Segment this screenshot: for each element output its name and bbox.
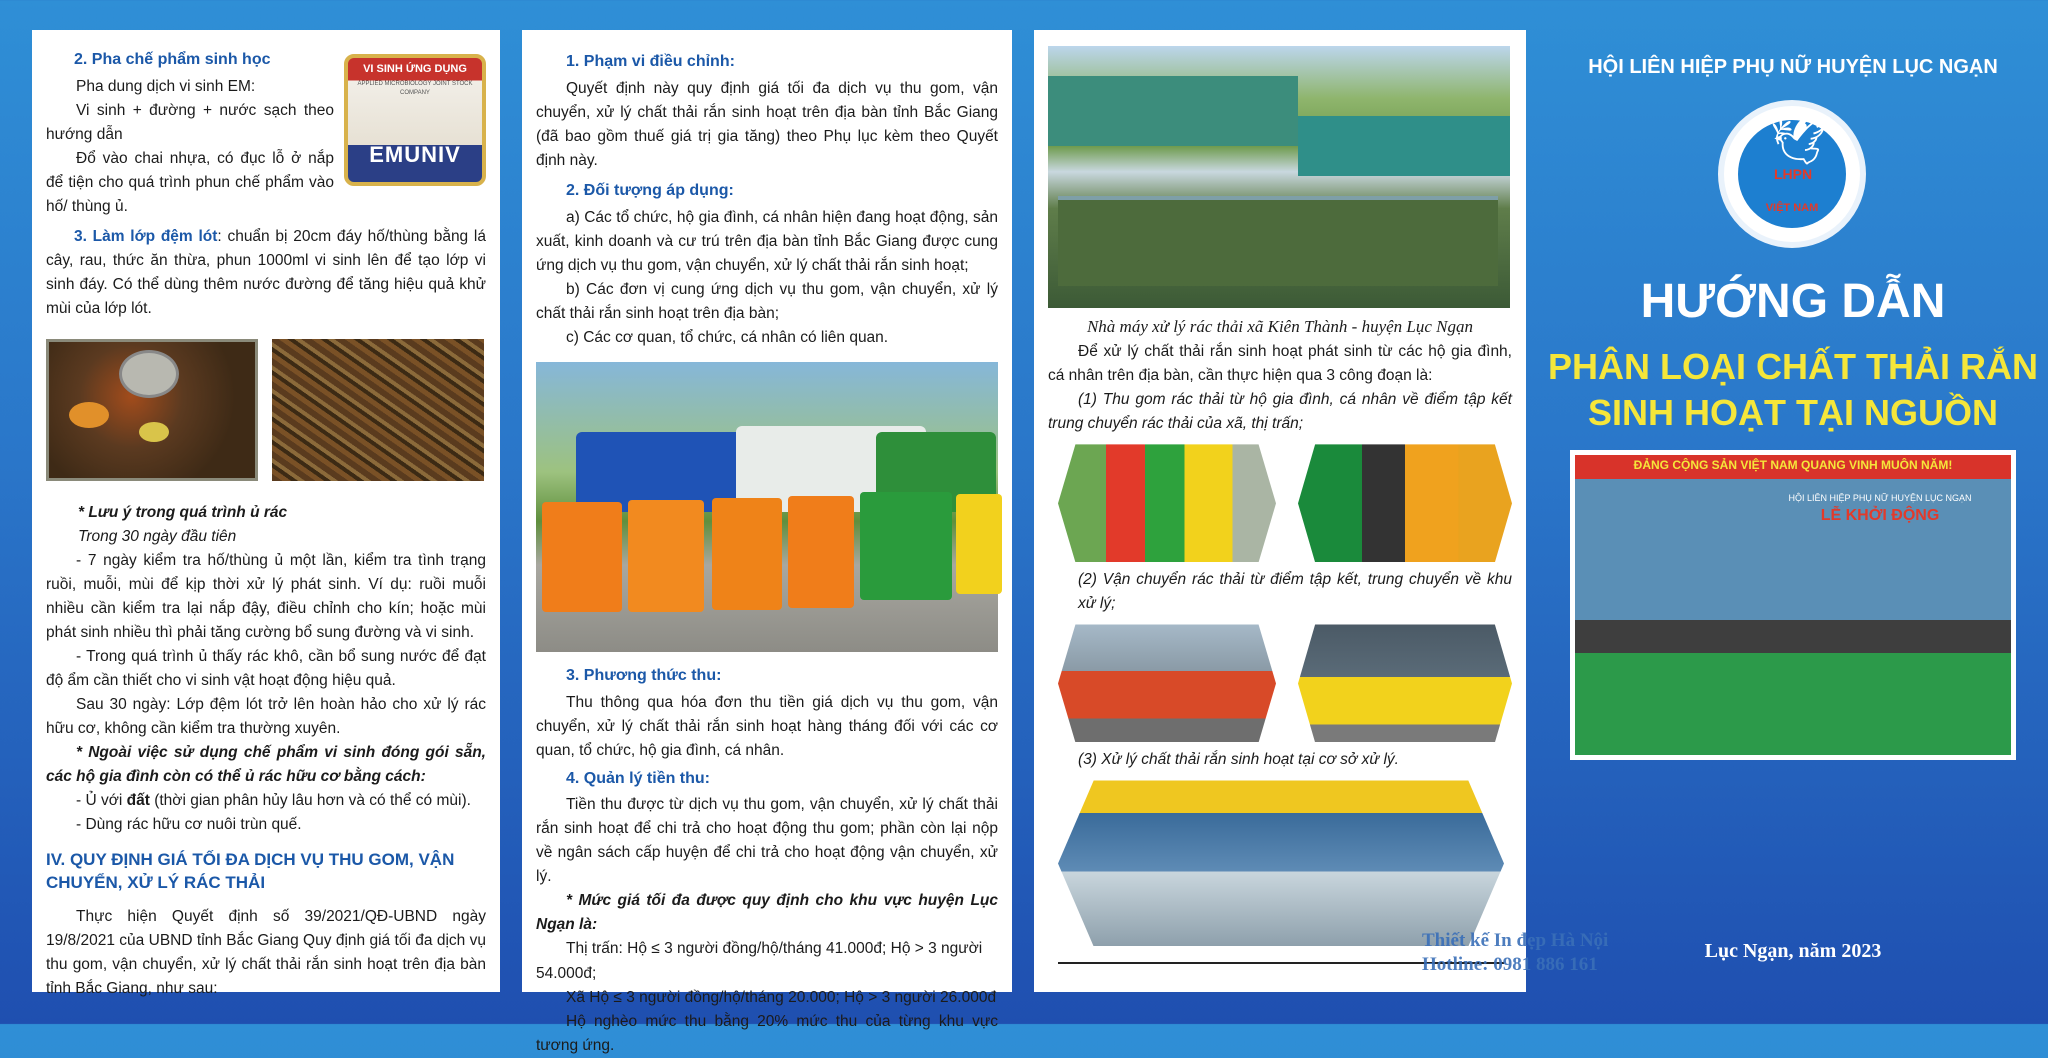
text-price-poor: Hộ nghèo mức thu bằng 20% mức thu của từng khu vực tương ứng. xyxy=(536,1012,998,1054)
text-price-town: Thị trấn: Hộ ≤ 3 người đồng/hộ/tháng 41.000đ; Hộ > 3 người 54.000đ; xyxy=(536,940,983,982)
org-name: HỘI LIÊN HIỆP PHỤ NỮ HUYỆN LỤC NGẠN xyxy=(1588,56,1998,78)
banner-text: ĐẢNG CỘNG SẢN VIỆT NAM QUANG VINH MUÔN NĂM! xyxy=(1633,458,1953,472)
sorting-bins-photo xyxy=(1298,444,1512,562)
text-em-recipe: Vi sinh + đường + nước sạch theo hướng dẫn xyxy=(46,101,334,143)
event-org-text: HỘI LIÊN HIỆP PHỤ NỮ HUYỆN LỤC NGẠN xyxy=(1788,493,1972,503)
waste-sorting-workers-photo xyxy=(1058,780,1504,946)
note-title: * Lưu ý trong quá trình ủ rác xyxy=(78,503,288,521)
text-fund-management: Tiền thu được từ dịch vụ thu gom, vận chuyển, xử lý chất thải rắn sinh hoạt để chi trả cho hoạt động thu gom; phần còn lại nộp về ngân sách cấp huyện để chi trả cho hoạt động vận chuyển, xử lý. xyxy=(536,796,998,886)
panel-treatment-process xyxy=(1034,30,1526,992)
event-title-text: LỄ KHỞI ĐỘNG xyxy=(1820,507,1940,524)
dove-icon: 🕊 xyxy=(1770,115,1829,167)
text-scope: Quyết định này quy định giá tối đa dịch vụ thu gom, vận chuyển, xử lý chất thải rắn sinh hoạt trên địa bàn tỉnh Bắc Giang (đã bao gồm thuế giá trị gia tăng) theo Phụ lục kèm theo Quyết định này. xyxy=(536,79,998,169)
note-text-6: - Dùng rác hữu cơ nuôi trùn quế. xyxy=(76,816,302,834)
text-step-1: (1) Thu gom rác thải từ hộ gia đình, cá nhân về điểm tập kết trung chuyển rác thải của xã, thị trấn; xyxy=(1048,391,1512,433)
transfer-station-photo xyxy=(1298,624,1512,742)
section-title-bedding: 3. Làm lớp đệm lót xyxy=(74,227,218,245)
product-label-sub: APPLIED MICROBIOLOGY JOINT STOCK COMPANY xyxy=(357,81,473,97)
text-subjects-c: c) Các cơ quan, tổ chức, cá nhân có liên quan. xyxy=(566,328,889,346)
logo-letters: LHPN xyxy=(1773,166,1813,182)
note-text-4: * Ngoài việc sử dụng chế phẩm vi sinh đóng gói sẵn, các hộ gia đình còn có thể ủ rác hữu cơ bằng cách: xyxy=(46,744,486,786)
title-huong-dan: HƯỚNG DẪN xyxy=(1640,275,1946,328)
lhpn-logo xyxy=(1718,100,1866,248)
treatment-plant-photo xyxy=(1048,46,1510,308)
launch-event-photo xyxy=(1570,450,2016,760)
watermark-line-2: Hotline: 0981 886 161 xyxy=(1422,954,1598,975)
section-title-biological-prep: 2. Pha chế phẩm sinh học xyxy=(74,51,271,68)
text-subjects-b: b) Các đơn vị cung ứng dịch vụ thu gom, vận chuyển, xử lý chất thải rắn sinh hoạt trên địa bàn; xyxy=(536,280,998,322)
heading-scope: 1. Phạm vi điều chỉnh: xyxy=(566,53,735,70)
cover-panel xyxy=(1548,30,2038,992)
note-subtitle: Trong 30 ngày đầu tiên xyxy=(78,527,237,545)
text-bedding: : chuẩn bị 20cm đáy hố/thùng bằng lá cây, rau, thức ăn thừa, phun 1000ml vi sinh lên để tạo lớp vi sinh đáy. Có thể dùng thêm nước đường để tăng hiệu quả khử mùi của lớp lót. xyxy=(46,227,486,317)
logo-country: VIỆT NAM xyxy=(1765,202,1819,214)
note-text-2: - Trong quá trình ủ thấy rác khô, cần bổ sung nước để đạt độ ẩm cần thiết cho vi sinh vật hoạt động hiệu quả. xyxy=(46,648,486,690)
note-text-3: Sau 30 ngày: Lớp đệm lót trở lên hoàn hảo cho xử lý rác hữu cơ, không cần kiểm tra thường xuyên. xyxy=(46,696,486,738)
text-price-heading: * Mức giá tối đa được quy định cho khu vực huyện Lục Ngạn là: xyxy=(536,892,998,934)
panel-composting xyxy=(32,30,500,998)
text-collection-method: Thu thông qua hóa đơn thu tiền giá dịch vụ thu gom, vận chuyển, xử lý chất thải rắn sinh hoạt hàng tháng đối với các cơ quan, tổ chức, hộ gia đình, cá nhân. xyxy=(536,693,998,759)
text-step-2: (2) Vận chuyển rác thải từ điểm tập kết, trung chuyển về khu xử lý; xyxy=(1078,571,1512,613)
transport-carts-photo xyxy=(1058,624,1276,742)
watermark-line-1: Thiết kế In đẹp Hà Nội xyxy=(1422,930,1609,951)
section-title-pricing: IV. QUY ĐỊNH GIÁ TỐI ĐA DỊCH VỤ THU GOM, VẬN CHUYỂN, XỬ LÝ RÁC THẢI xyxy=(46,850,455,893)
panel-regulations xyxy=(522,30,1012,1054)
text-subjects-a: a) Các tổ chức, hộ gia đình, cá nhân hiện đang hoạt động, sản xuất, kinh doanh và cư trú trên địa bàn tỉnh Bắc Giang được cung ứng dịch vụ thu gom, vận chuyển, xử lý chất thải rắn sinh hoạt; xyxy=(536,208,998,274)
heading-subjects: 2. Đối tượng áp dụng: xyxy=(566,181,734,199)
compost-bin-photo xyxy=(46,339,258,481)
collection-bins-photo xyxy=(1058,444,1276,562)
text-em-bottle: Đổ vào chai nhựa, có đục lỗ ở nắp để tiện cho quá trình phun chế phẩm vào hố/ thùng ủ. xyxy=(46,149,334,215)
text-em-solution: Pha dung dịch vi sinh EM: xyxy=(76,77,256,95)
text-pricing-decision: Thực hiện Quyết định số 39/2021/QĐ-UBND ngày 19/8/2021 của UBND tỉnh Bắc Giang Quy định giá tối đa dịch vụ thu gom, vận chuyển, xử lý chất thải rắn sinh hoạt trên địa bàn tỉnh Bắc Giang, như sau: xyxy=(46,908,486,998)
text-process-intro: Để xử lý chất thải rắn sinh hoạt phát sinh từ các hộ gia đình, cá nhân trên địa bàn, cần thực hiện qua 3 công đoạn là: xyxy=(1048,343,1512,385)
text-price-commune: Xã Hộ ≤ 3 người đồng/hộ/tháng 20.000; Hộ > 3 người 26.000đ xyxy=(566,988,997,1006)
text-step-3: (3) Xử lý chất thải rắn sinh hoạt tại cơ sở xử lý. xyxy=(1078,751,1399,769)
product-name: EMUNIV xyxy=(369,141,461,167)
product-label-top: VI SINH ỨNG DỤNG xyxy=(363,63,467,75)
treatment-plant-caption: Nhà máy xử lý rác thải xã Kiên Thành - huyện Lục Ngạn xyxy=(1086,317,1474,336)
footer-place-year: Lục Ngạn, năm 2023 xyxy=(1704,940,1882,962)
note-text-1: - 7 ngày kiểm tra hố/thùng ủ một lần, kiểm tra tình trạng ruồi, muỗi, mùi để kịp thời xử lý phát sinh. Ví dụ: ruồi muỗi nhiều cần kiểm tra lại nắp đậy, điều chỉnh cho kín; hoặc mùi phát sinh nhiều thì phải tăng cường bổ sung đường và vi sinh. xyxy=(46,551,486,642)
note-text-5: - Ủ với đất (thời gian phân hủy lâu hơn và có thể có mùi). xyxy=(76,792,471,810)
title-line-3: SINH HOẠT TẠI NGUỒN xyxy=(1588,392,1998,433)
emuniv-product-image xyxy=(344,54,486,186)
garbage-trucks-bins-photo xyxy=(536,362,998,652)
compost-leaves-photo xyxy=(272,339,484,481)
heading-collection-method: 3. Phương thức thu: xyxy=(566,666,722,684)
title-line-2: PHÂN LOẠI CHẤT THẢI RẮN xyxy=(1548,346,2038,387)
heading-fund-management: 4. Quản lý tiền thu: xyxy=(566,769,711,787)
